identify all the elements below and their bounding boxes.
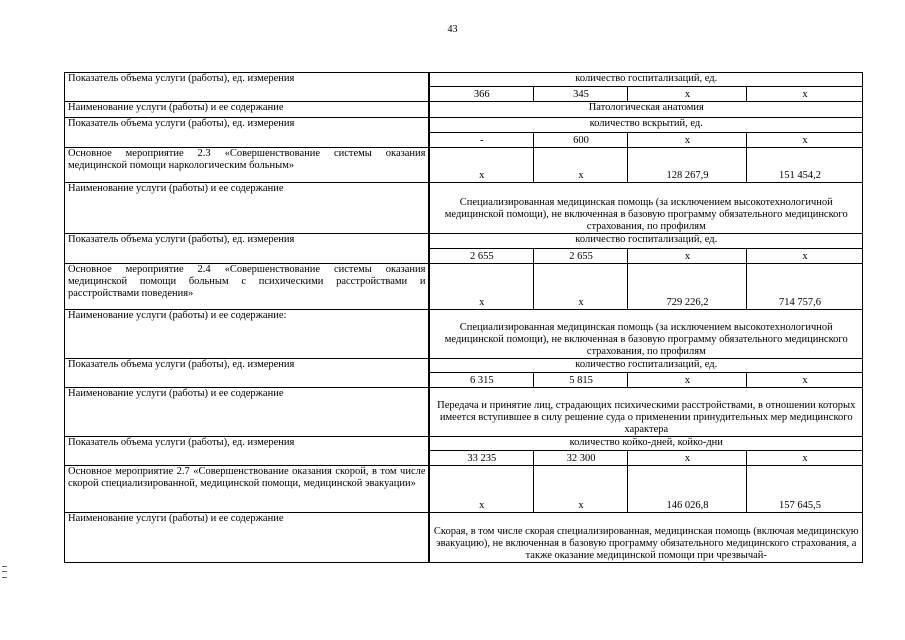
value-cell: х [747,133,863,148]
row-label: Показатель объема услуги (работы), ед. измерения [65,234,429,264]
page-number: 43 [447,24,458,35]
value-cell: - [429,133,534,148]
service-description: Скорая, в том числе скорая специализированная, медицинская помощь (включая медицинскую эвакуацию), не включенная в базовую программу обязательного медицинского страхования, а также оказание медицинской помощи при чрезвычай- [429,513,863,563]
unit-header: количество вскрытий, ед. [429,118,863,133]
activity-label: Основное мероприятие 2.3 «Совершенствование системы оказания медицинской помощи наркологическим больным» [65,148,429,183]
unit-header: количество госпитализаций, ед. [429,359,863,373]
value-cell: х [429,148,534,183]
table-row [65,73,863,87]
program-table [64,72,863,563]
value-cell: 146 026,8 [628,466,747,513]
value-cell: х [747,451,863,466]
value-cell: х [747,87,863,102]
activity-label: Основное мероприятие 2.7 «Совершенствование оказания скорой, в том числе скорой специализированной, медицинской помощи, медицинской эвакуации» [65,466,429,513]
table-row [65,118,863,133]
value-cell: 151 454,2 [747,148,863,183]
row-label: Наименование услуги (работы) и ее содержание [65,183,429,234]
row-label: Показатель объема услуги (работы), ед. измерения [65,73,429,102]
table-row [65,466,863,513]
unit-header: количество койко-дней, койко-дни [429,437,863,451]
row-label: Показатель объема услуги (работы), ед. измерения [65,118,429,148]
value-cell: х [429,466,534,513]
value-cell: 2 655 [534,249,628,264]
table-row [65,310,863,359]
value-cell: х [628,87,747,102]
value-cell: х [534,466,628,513]
value-cell: х [628,373,747,388]
value-cell: 714 757,6 [747,264,863,310]
table-row [65,513,863,563]
value-cell: х [534,264,628,310]
value-cell: 345 [534,87,628,102]
table-row [65,234,863,249]
value-cell: х [534,148,628,183]
value-cell: 366 [429,87,534,102]
value-cell: 2 655 [429,249,534,264]
edge-mark [2,566,7,578]
table-row [65,388,863,437]
table-row [65,264,863,310]
row-label: Показатель объема услуги (работы), ед. измерения [65,437,429,466]
value-cell: 33 235 [429,451,534,466]
value-cell: 157 645,5 [747,466,863,513]
value-cell: 128 267,9 [628,148,747,183]
service-description: Специализированная медицинская помощь (за исключением высокотехнологичной медицинской помощи), не включенная в базовую программу обязательного медицинского страхования, по профилям [429,183,863,234]
row-label: Наименование услуги (работы) и ее содержание [65,102,429,118]
value-cell: х [747,249,863,264]
value-cell: 5 815 [534,373,628,388]
value-cell: 32 300 [534,451,628,466]
row-label: Наименование услуги (работы) и ее содержание: [65,310,429,359]
service-description: Передача и принятие лиц, страдающих психическими расстройствами, в отношении которых имеется вступившее в силу решение суда о применении принудительных мер медицинского характера [429,388,863,437]
table-row [65,183,863,234]
activity-label: Основное мероприятие 2.4 «Совершенствование системы оказания медицинской помощи больным с психическими расстройствами и расстройствами поведения» [65,264,429,310]
value-cell: х [628,249,747,264]
service-description: Патологическая анатомия [429,102,863,118]
table-row [65,359,863,373]
table-row [65,102,863,118]
value-cell: 600 [534,133,628,148]
value-cell: х [628,133,747,148]
unit-header: количество госпитализаций, ед. [429,73,863,87]
value-cell: 729 226,2 [628,264,747,310]
table-row [65,437,863,451]
value-cell: х [429,264,534,310]
value-cell: 6 315 [429,373,534,388]
unit-header: количество госпитализаций, ед. [429,234,863,249]
row-label: Показатель объема услуги (работы), ед. измерения [65,359,429,388]
table-row [65,148,863,183]
row-label: Наименование услуги (работы) и ее содержание [65,388,429,437]
row-label: Наименование услуги (работы) и ее содержание [65,513,429,563]
value-cell: х [747,373,863,388]
value-cell: х [628,451,747,466]
service-description: Специализированная медицинская помощь (за исключением высокотехнологичной медицинской помощи), не включенная в базовую программу обязательного медицинского страхования, по профилям [429,310,863,359]
